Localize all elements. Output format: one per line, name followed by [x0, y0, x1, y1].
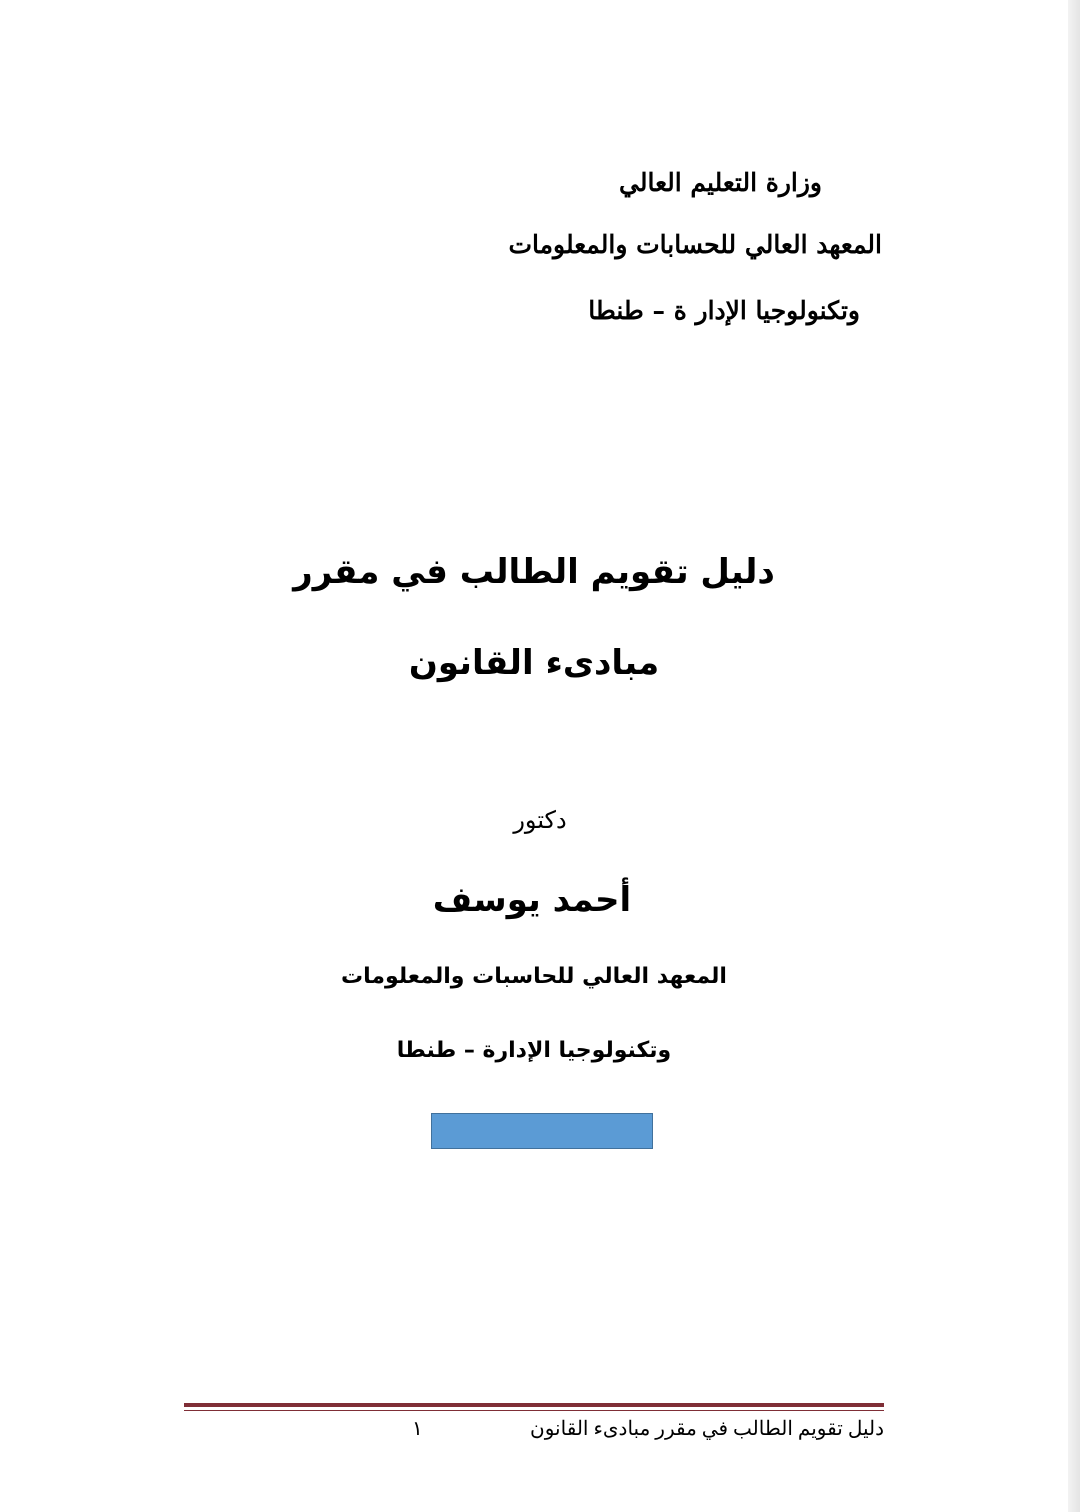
author-name: أحمد يوسف [432, 880, 632, 920]
footer-rule-thin [184, 1410, 884, 1411]
author-institute-line2: وتكنولوجيا الإدارة – طنطا [396, 1038, 672, 1063]
footer-text: دليل تقويم الطالب في مقرر مبادىء القانون [530, 1418, 884, 1440]
author-institute-line1: المعهد العالي للحاسبات والمعلومات [341, 964, 727, 989]
page-edge-shadow [1068, 0, 1080, 1512]
ministry-name: وزارة التعليم العالي [619, 168, 822, 197]
institute-location: وتكنولوجيا الإدار ة – طنطا [588, 296, 860, 325]
footer-rule [184, 1403, 884, 1407]
blue-rectangle [431, 1113, 653, 1149]
institute-name: المعهد العالي للحسابات والمعلومات [508, 230, 882, 259]
page-number: ١ [412, 1418, 423, 1440]
document-title-line2: مبادىء القانون [408, 643, 660, 683]
document-title-line1: دليل تقويم الطالب في مقرر [293, 552, 775, 592]
author-prefix: دكتور [513, 806, 567, 834]
